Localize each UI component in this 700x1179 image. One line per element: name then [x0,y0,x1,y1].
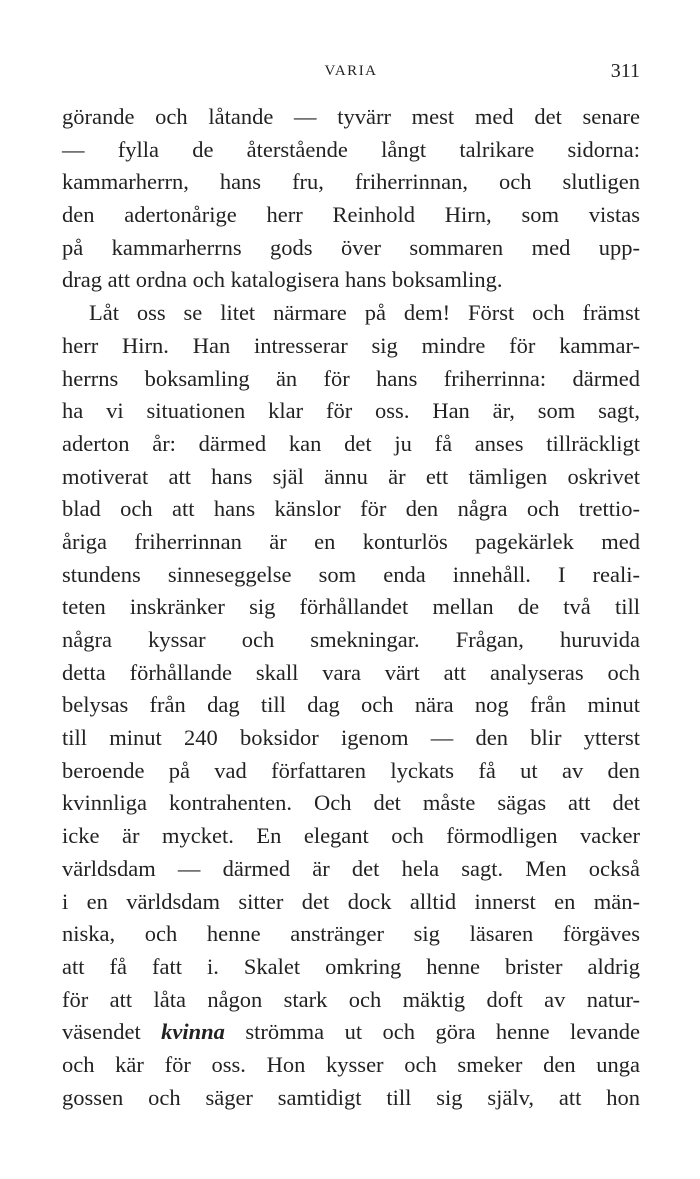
line-end: strömma ut och göra henne levande [224,1019,641,1045]
text-line: till minut 240 boksidor igenom — den blir ytterst [62,725,640,751]
page-number: 311 [610,60,640,82]
running-header [62,60,640,88]
text-line: för att låta någon stark och mäktig doft av natur- [62,986,640,1012]
text-line: herr Hirn. Han intresserar sig mindre för kammar- [62,332,640,358]
header-title: VARIA [324,63,378,79]
text-line: — fylla de återstående långt talrikare sidorna: [62,136,640,162]
text-line: beroende på vad författaren lyckats få ut av den [62,757,640,783]
emphasized-word: kvinna [161,1019,225,1045]
text-line: kammarherrn, hans fru, friherrinnan, och slutligen [62,169,640,195]
text-line: niska, och henne anstränger sig läsaren förgäves [62,921,640,947]
text-line: belysas från dag till dag och nära nog från minut [62,692,640,718]
text-line: ha vi situationen klar för oss. Han är, som sagt, [62,398,640,424]
text-line: blad och att hans känslor för den några och trettio- [62,496,640,522]
text-line: och kär för oss. Hon kysser och smeker den unga [62,1051,640,1077]
text-line: teten inskränker sig förhållandet mellan de två till [62,594,640,620]
text-line: drag att ordna och katalogisera hans boksamling. [62,267,503,293]
text-line: stundens sinneseggelse som enda innehåll. I reali- [62,561,640,587]
text-line: i en världsdam sitter det dock alltid innerst en män- [62,888,640,914]
text-line: att få fatt i. Skalet omkring henne brister aldrig [62,953,640,979]
paragraph-start-line: Låt oss se litet närmare på dem! Först och främst [89,300,640,326]
text-line: några kyssar och smekningar. Frågan, huruvida [62,627,640,652]
text-line: på kammarherrns gods över sommaren med upp- [62,234,640,260]
text-line: åriga friherrinnan är en konturlös pagekärlek med [62,528,640,554]
text-line: gossen och säger samtidigt till sig själv, att hon [62,1084,640,1110]
text-line-with-emphasis [62,1016,640,1049]
text-line: görande och låtande — tyvärr mest med det senare [62,104,640,129]
text-line: den adertonårige herr Reinhold Hirn, som vistas [62,202,640,228]
text-line: kvinnliga kontrahenten. Och det måste sägas att det [62,790,640,816]
line-start: väsendet [62,1019,162,1045]
text-line: icke är mycket. En elegant och förmodligen vacker [62,823,640,849]
text-line: motiverat att hans själ ännu är ett tämligen oskrivet [62,463,640,489]
text-line: detta förhållande skall vara värt att analyseras och [62,659,640,685]
text-line: världsdam — därmed är det hela sagt. Men också [62,855,640,881]
body-text [62,101,640,1114]
text-line: aderton år: därmed kan det ju få anses tillräckligt [62,430,640,456]
text-line: herrns boksamling än för hans friherrinna: därmed [62,365,640,391]
